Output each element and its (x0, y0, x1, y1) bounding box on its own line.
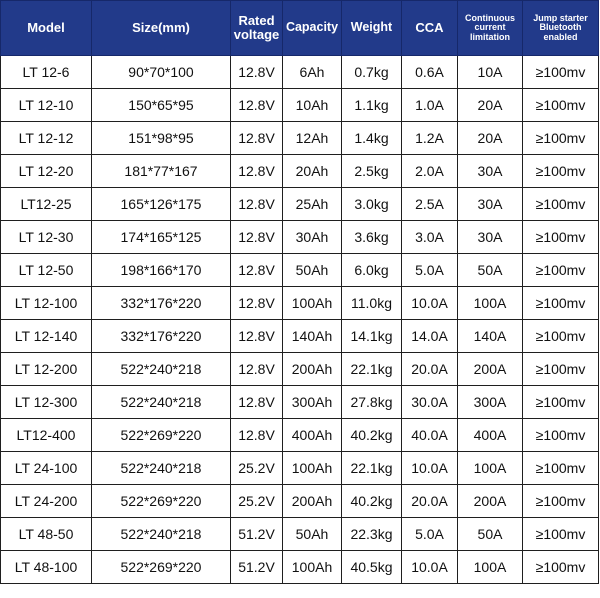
rated-voltage-cell: 12.8V (231, 221, 283, 254)
size-cell: 522*240*218 (92, 518, 231, 551)
model-cell: LT 12-140 (1, 320, 92, 353)
capacity-cell: 100Ah (283, 287, 342, 320)
capacity-cell: 10Ah (283, 89, 342, 122)
model-cell: LT 48-50 (1, 518, 92, 551)
cca-cell: 5.0A (402, 254, 458, 287)
header-model: Model (1, 1, 92, 56)
weight-cell: 11.0kg (342, 287, 402, 320)
capacity-cell: 300Ah (283, 386, 342, 419)
continuous-current-cell: 20A (458, 89, 523, 122)
table-row (1, 386, 599, 419)
capacity-cell: 140Ah (283, 320, 342, 353)
cca-cell: 1.2A (402, 122, 458, 155)
size-cell: 181*77*167 (92, 155, 231, 188)
size-cell: 332*176*220 (92, 287, 231, 320)
header-cca: CCA (402, 1, 458, 56)
continuous-current-cell: 30A (458, 221, 523, 254)
model-cell: LT 12-50 (1, 254, 92, 287)
size-cell: 151*98*95 (92, 122, 231, 155)
jump-starter-cell: ≥100mv (523, 551, 599, 584)
continuous-current-cell: 140A (458, 320, 523, 353)
capacity-cell: 50Ah (283, 254, 342, 287)
weight-cell: 0.7kg (342, 56, 402, 89)
rated-voltage-cell: 12.8V (231, 320, 283, 353)
model-cell: LT 12-300 (1, 386, 92, 419)
size-cell: 90*70*100 (92, 56, 231, 89)
table-body (1, 56, 599, 584)
weight-cell: 3.0kg (342, 188, 402, 221)
cca-cell: 20.0A (402, 353, 458, 386)
capacity-cell: 6Ah (283, 56, 342, 89)
weight-cell: 27.8kg (342, 386, 402, 419)
capacity-cell: 100Ah (283, 551, 342, 584)
jump-starter-cell: ≥100mv (523, 56, 599, 89)
weight-cell: 40.2kg (342, 419, 402, 452)
table-row (1, 188, 599, 221)
size-cell: 522*240*218 (92, 386, 231, 419)
weight-cell: 22.1kg (342, 452, 402, 485)
size-cell: 522*269*220 (92, 551, 231, 584)
weight-cell: 40.5kg (342, 551, 402, 584)
header-weight: Weight (342, 1, 402, 56)
model-cell: LT 12-12 (1, 122, 92, 155)
table-row (1, 287, 599, 320)
table-row (1, 320, 599, 353)
size-cell: 522*269*220 (92, 485, 231, 518)
capacity-cell: 200Ah (283, 485, 342, 518)
size-cell: 522*269*220 (92, 419, 231, 452)
rated-voltage-cell: 12.8V (231, 353, 283, 386)
cca-cell: 5.0A (402, 518, 458, 551)
rated-voltage-cell: 12.8V (231, 122, 283, 155)
continuous-current-cell: 50A (458, 518, 523, 551)
capacity-cell: 100Ah (283, 452, 342, 485)
rated-voltage-cell: 51.2V (231, 551, 283, 584)
table-row (1, 518, 599, 551)
header-rated-voltage: Rated voltage (231, 1, 283, 56)
cca-cell: 30.0A (402, 386, 458, 419)
header-row (1, 1, 599, 56)
table-row (1, 221, 599, 254)
size-cell: 198*166*170 (92, 254, 231, 287)
table-row (1, 485, 599, 518)
weight-cell: 1.4kg (342, 122, 402, 155)
rated-voltage-cell: 12.8V (231, 287, 283, 320)
weight-cell: 3.6kg (342, 221, 402, 254)
rated-voltage-cell: 12.8V (231, 254, 283, 287)
model-cell: LT 24-200 (1, 485, 92, 518)
table-row (1, 122, 599, 155)
continuous-current-cell: 100A (458, 287, 523, 320)
continuous-current-cell: 200A (458, 485, 523, 518)
capacity-cell: 12Ah (283, 122, 342, 155)
cca-cell: 20.0A (402, 485, 458, 518)
rated-voltage-cell: 12.8V (231, 56, 283, 89)
size-cell: 165*126*175 (92, 188, 231, 221)
continuous-current-cell: 50A (458, 254, 523, 287)
model-cell: LT 24-100 (1, 452, 92, 485)
rated-voltage-cell: 12.8V (231, 419, 283, 452)
model-cell: LT 12-100 (1, 287, 92, 320)
rated-voltage-cell: 12.8V (231, 386, 283, 419)
continuous-current-cell: 10A (458, 56, 523, 89)
rated-voltage-cell: 12.8V (231, 188, 283, 221)
weight-cell: 14.1kg (342, 320, 402, 353)
jump-starter-cell: ≥100mv (523, 320, 599, 353)
size-cell: 332*176*220 (92, 320, 231, 353)
continuous-current-cell: 400A (458, 419, 523, 452)
table-row (1, 254, 599, 287)
continuous-current-cell: 30A (458, 188, 523, 221)
header-capacity: Capacity (283, 1, 342, 56)
jump-starter-cell: ≥100mv (523, 353, 599, 386)
capacity-cell: 50Ah (283, 518, 342, 551)
rated-voltage-cell: 12.8V (231, 155, 283, 188)
jump-starter-cell: ≥100mv (523, 485, 599, 518)
capacity-cell: 25Ah (283, 188, 342, 221)
model-cell: LT 12-6 (1, 56, 92, 89)
jump-starter-cell: ≥100mv (523, 122, 599, 155)
header-size: Size(mm) (92, 1, 231, 56)
model-cell: LT12-25 (1, 188, 92, 221)
capacity-cell: 20Ah (283, 155, 342, 188)
capacity-cell: 400Ah (283, 419, 342, 452)
table-row (1, 56, 599, 89)
cca-cell: 10.0A (402, 452, 458, 485)
continuous-current-cell: 30A (458, 155, 523, 188)
rated-voltage-cell: 25.2V (231, 485, 283, 518)
cca-cell: 0.6A (402, 56, 458, 89)
weight-cell: 22.1kg (342, 353, 402, 386)
weight-cell: 6.0kg (342, 254, 402, 287)
jump-starter-cell: ≥100mv (523, 254, 599, 287)
table-row (1, 551, 599, 584)
table-row (1, 419, 599, 452)
weight-cell: 40.2kg (342, 485, 402, 518)
header-jump-starter-bluetooth: Jump starter Bluetooth enabled (523, 1, 599, 56)
jump-starter-cell: ≥100mv (523, 188, 599, 221)
jump-starter-cell: ≥100mv (523, 287, 599, 320)
weight-cell: 2.5kg (342, 155, 402, 188)
table-row (1, 89, 599, 122)
size-cell: 522*240*218 (92, 353, 231, 386)
model-cell: LT 12-20 (1, 155, 92, 188)
size-cell: 174*165*125 (92, 221, 231, 254)
jump-starter-cell: ≥100mv (523, 386, 599, 419)
continuous-current-cell: 20A (458, 122, 523, 155)
cca-cell: 3.0A (402, 221, 458, 254)
continuous-current-cell: 200A (458, 353, 523, 386)
weight-cell: 22.3kg (342, 518, 402, 551)
jump-starter-cell: ≥100mv (523, 89, 599, 122)
jump-starter-cell: ≥100mv (523, 221, 599, 254)
continuous-current-cell: 100A (458, 551, 523, 584)
model-cell: LT12-400 (1, 419, 92, 452)
cca-cell: 2.5A (402, 188, 458, 221)
cca-cell: 10.0A (402, 551, 458, 584)
cca-cell: 14.0A (402, 320, 458, 353)
weight-cell: 1.1kg (342, 89, 402, 122)
cca-cell: 1.0A (402, 89, 458, 122)
cca-cell: 40.0A (402, 419, 458, 452)
continuous-current-cell: 300A (458, 386, 523, 419)
continuous-current-cell: 100A (458, 452, 523, 485)
size-cell: 522*240*218 (92, 452, 231, 485)
capacity-cell: 200Ah (283, 353, 342, 386)
jump-starter-cell: ≥100mv (523, 518, 599, 551)
model-cell: LT 12-200 (1, 353, 92, 386)
size-cell: 150*65*95 (92, 89, 231, 122)
jump-starter-cell: ≥100mv (523, 155, 599, 188)
capacity-cell: 30Ah (283, 221, 342, 254)
rated-voltage-cell: 12.8V (231, 89, 283, 122)
cca-cell: 10.0A (402, 287, 458, 320)
model-cell: LT 12-30 (1, 221, 92, 254)
jump-starter-cell: ≥100mv (523, 419, 599, 452)
table-row (1, 155, 599, 188)
model-cell: LT 48-100 (1, 551, 92, 584)
header-continuous-current-limitation: Continuous current limitation (458, 1, 523, 56)
rated-voltage-cell: 51.2V (231, 518, 283, 551)
cca-cell: 2.0A (402, 155, 458, 188)
jump-starter-cell: ≥100mv (523, 452, 599, 485)
model-cell: LT 12-10 (1, 89, 92, 122)
table-row (1, 452, 599, 485)
rated-voltage-cell: 25.2V (231, 452, 283, 485)
table-row (1, 353, 599, 386)
